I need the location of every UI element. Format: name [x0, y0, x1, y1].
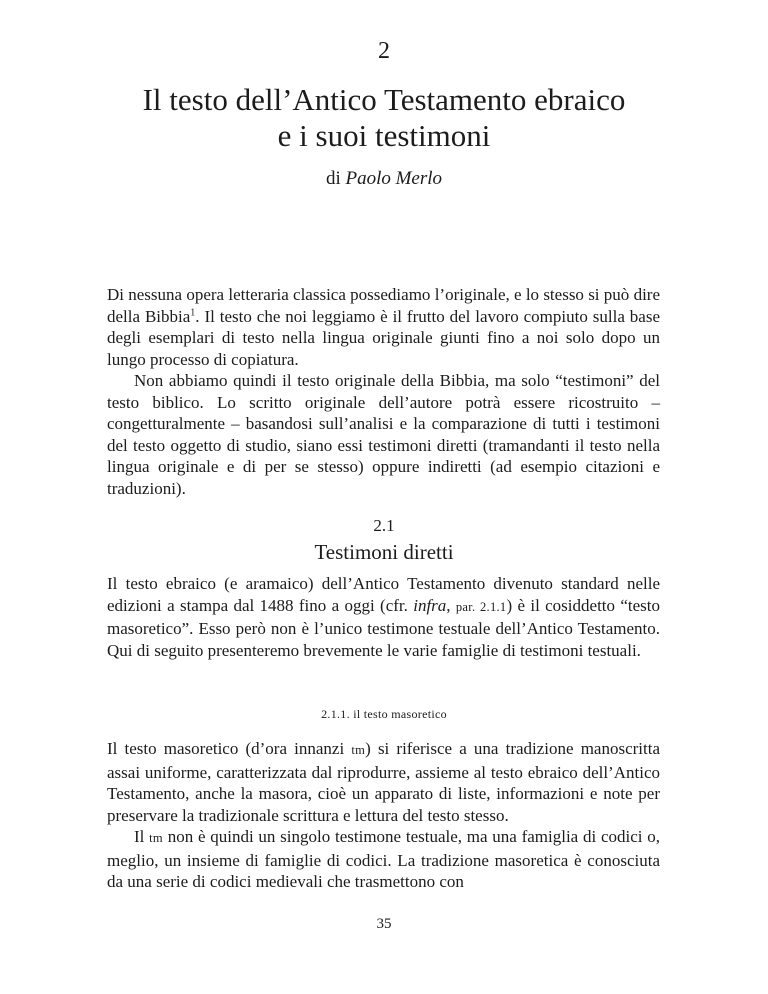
page-number: 35	[376, 916, 392, 932]
intro-paragraph-1-text-b: . Il testo che noi leggiamo è il frutto del lavoro compiuto sulla base degli esemplari di testo nella lingua originale giunti fino a noi solo dopo un lungo processo di copiatura.	[107, 306, 660, 369]
author-prefix: di	[325, 168, 341, 189]
chapter-number: 2	[378, 38, 390, 64]
subsection-paragraph-1-text-a: Il testo masoretico (d’ora innanzi	[107, 739, 352, 758]
tm-abbreviation: tm	[149, 831, 163, 845]
chapter-title-line-1: Il testo dell’Antico Testamento ebraico	[142, 82, 626, 117]
intro-paragraph-1-text-a: Di nessuna opera letteraria classica possediamo l’originale, e lo stesso si può dire della Bibbia	[107, 285, 660, 326]
infra-italic: infra	[413, 595, 447, 615]
subsection-paragraph-2	[107, 826, 660, 893]
section-number: 2.1	[373, 516, 395, 535]
subsection-paragraph-1-text-b: ) si riferisce a una tradizione manoscritta assai uniforme, caratterizzata dal riprodurre, assieme al testo ebraico dell’Antico Testamento, anche la masora, cioè un apparato di liste, informazioni e note per preservare la tradizionale scrittura e lettura del testo stesso.	[107, 739, 661, 825]
intro-paragraph-1	[107, 284, 660, 370]
section-text	[107, 573, 660, 661]
subsection-paragraph-2-text-b: non è quindi un singolo testimone testuale, ma una famiglia di codici o, meglio, un insieme di famiglie di codici. La tradizione masoretica è conosciuta da una serie di codici medievali che trasmettono con	[107, 827, 660, 891]
section-paragraph-1	[107, 573, 660, 661]
paragraph-cross-reference: par. 2.1.1	[455, 599, 507, 614]
chapter-title	[0, 82, 768, 154]
section-paragraph-1-text-a: Il testo ebraico (e aramaico) dell’Antico Testamento divenuto standard nelle edizioni a stampa dal 1488 fino a oggi (cfr.	[107, 574, 660, 615]
subsection-title: 2.1.1. il testo masoretico	[321, 707, 447, 721]
author-name: Paolo Merlo	[345, 168, 443, 189]
intro-text	[107, 284, 660, 499]
chapter-author	[0, 167, 768, 191]
chapter-title-line-2: e i suoi testimoni	[277, 118, 491, 153]
subsection-text	[107, 738, 660, 893]
subsection-paragraph-1	[107, 738, 660, 826]
intro-paragraph-2: Non abbiamo quindi il testo originale della Bibbia, ma solo “testimoni” del testo biblico. Lo scritto originale dell’autore potrà essere ricostruito – congetturalmente – basandosi sull’analisi e la comparazione di tutti i testimoni del testo oggetto di studio, siano essi testimoni diretti (tramandanti il testo nella lingua originale e di per se stesso) oppure indiretti (ad esempio citazioni e traduzioni).	[107, 371, 660, 498]
section-paragraph-1-text-b: ) è il cosiddetto “testo masoretico”. Esso però non è l’unico testimone testuale dell’Antico Testamento. Qui di seguito presenteremo brevemente le varie famiglie di testimoni testuali.	[107, 595, 660, 660]
footnote-ref-1: 1	[190, 306, 196, 318]
subsection-paragraph-2-text-a: Il	[134, 827, 150, 846]
tm-abbreviation: tm	[351, 743, 366, 757]
section-paragraph-1-comma: ,	[446, 595, 456, 615]
section-title: Testimoni diretti	[314, 540, 454, 564]
